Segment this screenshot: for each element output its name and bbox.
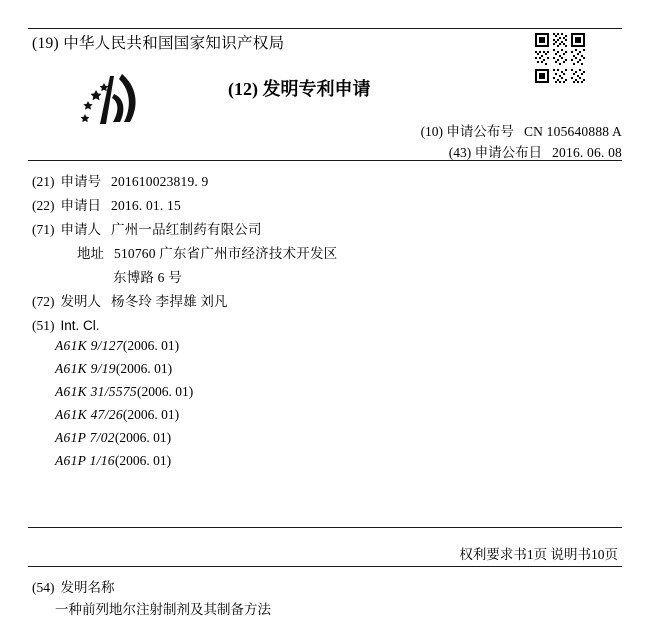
ipc-symbol: A61P 1/16 <box>55 453 115 468</box>
application-number-value: 201610023819. 9 <box>111 174 209 189</box>
application-number-label: 申请号 <box>60 174 101 189</box>
ipc-label: Int. Cl. <box>60 318 100 333</box>
publication-number-line <box>421 120 622 140</box>
application-number-code: (21) <box>32 174 55 189</box>
applicant-line <box>32 218 262 238</box>
list-item <box>55 403 193 426</box>
application-date-value: 2016. 01. 15 <box>111 198 181 213</box>
applicant-address-line-2 <box>113 266 182 286</box>
inventor-label: 发明人 <box>60 294 101 309</box>
address-label: 地址 <box>77 246 104 261</box>
list-item <box>55 357 193 380</box>
application-date-line <box>32 194 181 214</box>
list-item <box>55 426 193 449</box>
sipo-emblem-logo <box>66 70 162 134</box>
applicant-label: 申请人 <box>60 222 101 237</box>
ipc-symbol: A61K 9/127 <box>55 338 123 353</box>
application-date-label: 申请日 <box>60 198 101 213</box>
applicant-value: 广州一品红制药有限公司 <box>111 222 262 237</box>
ipc-header <box>32 318 100 334</box>
ipc-symbol: A61K 9/19 <box>55 361 116 376</box>
publication-date-label: (43) 申请公布日 <box>448 145 543 160</box>
divider-bottom <box>28 527 622 528</box>
document-type-title: (12) 发明专利申请 <box>228 79 371 99</box>
issuing-authority-line: (19) 中华人民共和国国家知识产权局 <box>32 35 285 52</box>
ipc-classification-list <box>55 334 193 472</box>
invention-title-value: 一种前列地尔注射制剂及其制备方法 <box>55 602 271 617</box>
list-item <box>55 380 193 403</box>
list-item <box>55 334 193 357</box>
publication-date-line <box>449 141 622 161</box>
applicant-code: (71) <box>32 222 55 237</box>
invention-title-code: (54) <box>32 580 55 595</box>
pages-note: 权利要求书1页 说明书10页 <box>459 547 618 562</box>
address-value: 510760 广东省广州市经济技术开发区 <box>114 246 338 261</box>
ipc-version: (2006. 01) <box>115 361 173 376</box>
divider-top <box>28 28 622 29</box>
address-value-2: 东博路 6 号 <box>113 270 182 285</box>
invention-title-header <box>32 576 115 596</box>
divider-bottom-2 <box>28 566 622 567</box>
publication-date-value: 2016. 06. 08 <box>552 145 622 160</box>
ipc-symbol: A61K 31/5575 <box>55 384 137 399</box>
invention-title-label: 发明名称 <box>60 580 115 595</box>
ipc-version: (2006. 01) <box>114 430 172 445</box>
application-number-line <box>32 170 209 190</box>
ipc-symbol: A61P 7/02 <box>55 430 115 445</box>
qr-code-icon <box>533 31 587 85</box>
application-date-code: (22) <box>32 198 55 213</box>
ipc-code: (51) <box>32 318 55 333</box>
applicant-address-line <box>77 242 337 262</box>
inventor-code: (72) <box>32 294 55 309</box>
publication-number-label: (10) 申请公布号 <box>420 124 514 139</box>
inventor-value: 杨冬玲 李捍雄 刘凡 <box>111 294 228 309</box>
publication-number-value: CN 105640888 A <box>523 124 622 139</box>
ipc-symbol: A61K 47/26 <box>55 407 123 422</box>
list-item <box>55 449 193 472</box>
inventor-line <box>32 290 228 310</box>
ipc-version: (2006. 01) <box>136 384 194 399</box>
ipc-version: (2006. 01) <box>122 407 180 422</box>
ipc-version: (2006. 01) <box>114 453 172 468</box>
ipc-version: (2006. 01) <box>122 338 180 353</box>
